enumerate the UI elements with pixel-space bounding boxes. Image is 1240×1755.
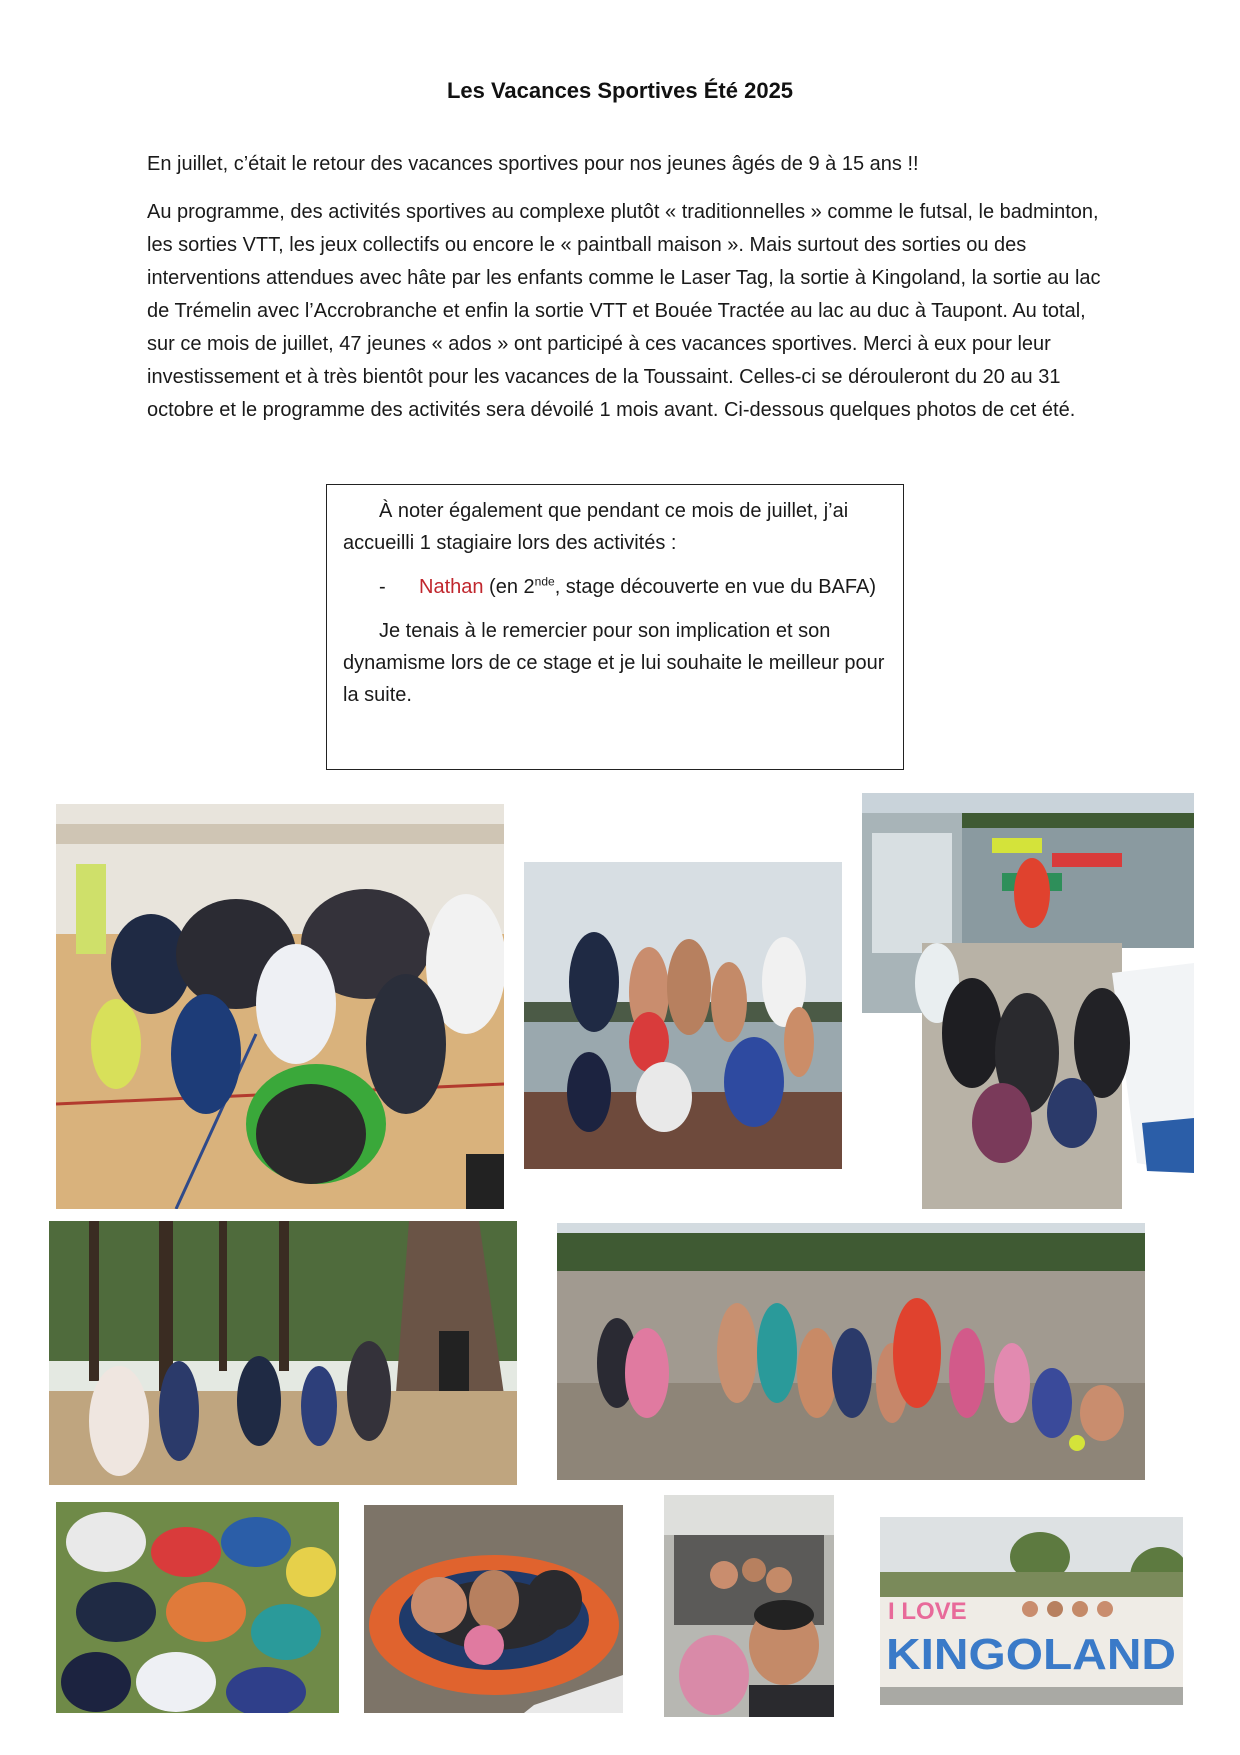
photo-kids-on-grass <box>56 1502 339 1713</box>
photo-accrobranche-forest <box>49 1221 517 1485</box>
intern-name: Nathan <box>419 576 484 598</box>
photo-laser-tag-gym <box>56 804 504 1209</box>
intern-detail-after: , stage découverte en vue du BAFA) <box>554 576 876 598</box>
intern-detail-before: (en 2 <box>483 576 535 598</box>
photo-kingoland-sign <box>880 1517 1183 1705</box>
bullet-marker: - <box>379 576 386 598</box>
photo-bus-selfie <box>664 1495 834 1717</box>
program-paragraph: Au programme, des activités sportives au complexe plutôt « traditionnelles » comme le futsal, le badminton, les sorties VTT, les jeux collectifs ou encore le « paintball maison ». Mais surtout des sorties ou des interventions attendues avec hâte par les enfants comme le Laser Tag, la sortie à Kingoland, la sortie au lac de Trémelin avec l’Accrobranche et enfin la sortie VTT et Bouée Tractée au lac au duc à Taupont. Au total, sur ce mois de juillet, 47 jeunes « ados » ont participé à ces vacances sportives. Merci à eux pour leur investissement et à très bientôt pour les vacances de la Toussaint. Celles-ci se dérouleront du 20 au 31 octobre et le programme des activités sera dévoilé 1 mois avant. Ci-dessous quelques photos de cet été. <box>147 201 1101 421</box>
intern-detail-sup: nde <box>534 574 555 589</box>
note-closing: Je tenais à le remercier pour son implication et son dynamisme lors de ce stage et je lui souhaite le meilleur pour la suite. <box>343 620 885 706</box>
document-title: Les Vacances Sportives Été 2025 <box>446 78 794 103</box>
intern-bullet-text <box>419 571 876 603</box>
photo-towed-buoy <box>364 1505 623 1713</box>
kingoland-sign-line2: KINGOLAND <box>886 1630 1176 1679</box>
intern-bullet <box>379 571 889 603</box>
photo-lake-rocks-group <box>524 862 842 1169</box>
note-intro: À noter également que pendant ce mois de juillet, j’ai accueilli 1 stagiaire lors des activités : <box>343 500 849 554</box>
intern-note-box <box>326 484 904 770</box>
intro-paragraph: En juillet, c’était le retour des vacances sportives pour nos jeunes âgés de 9 à 15 ans !! <box>147 153 919 175</box>
kingoland-sign-line1: I LOVE <box>888 1598 967 1625</box>
photo-lake-swimming <box>557 1223 1145 1480</box>
photo-pontoon-life-jackets <box>862 793 1194 1209</box>
